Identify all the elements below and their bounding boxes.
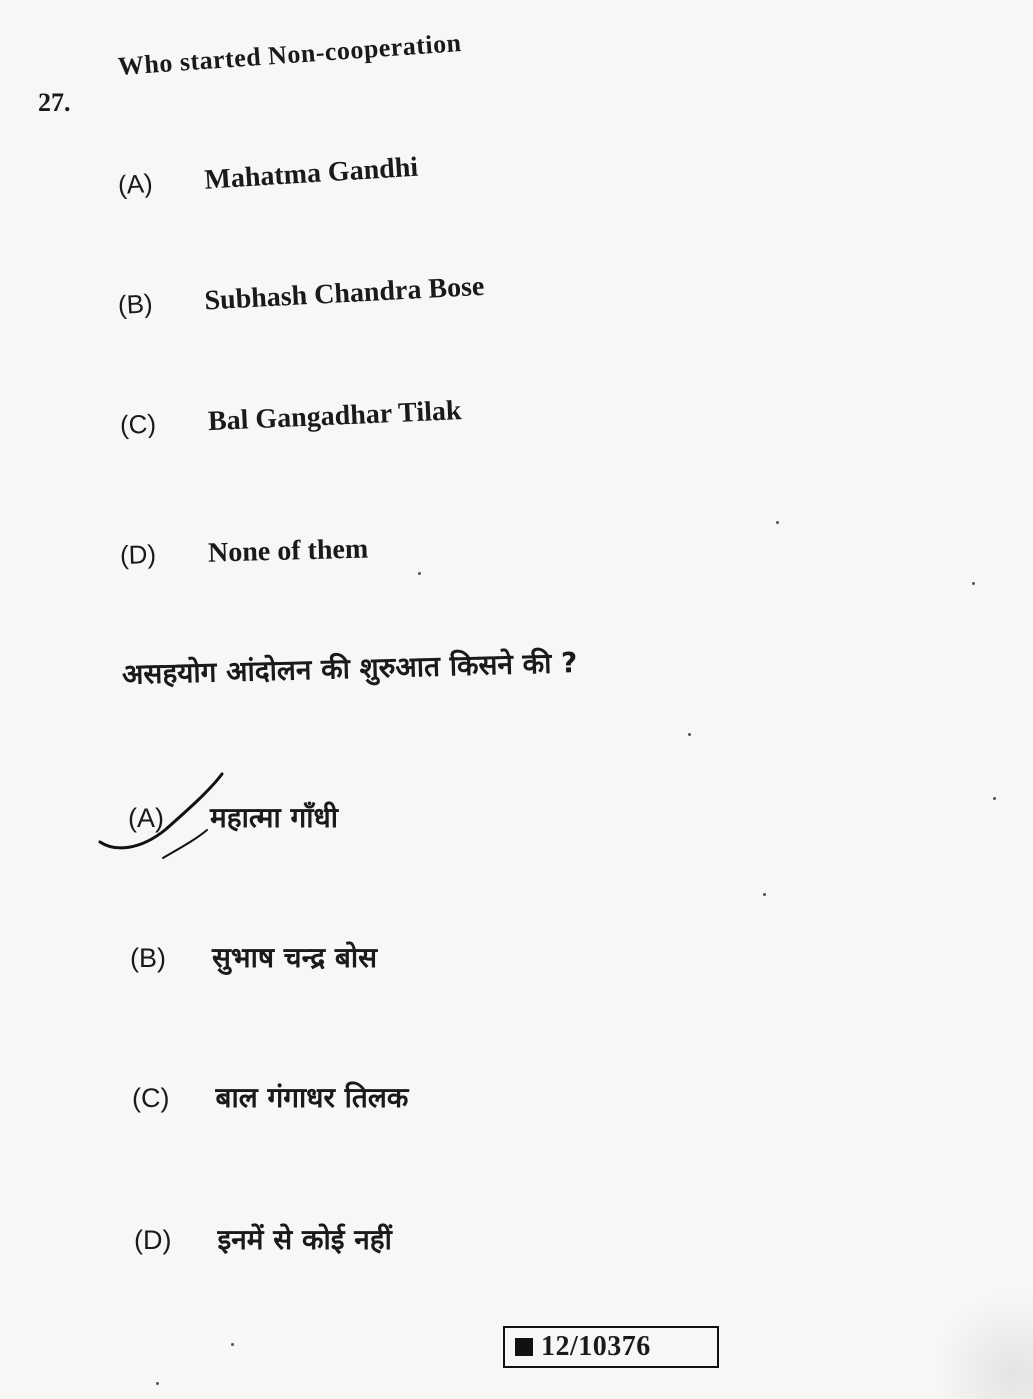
speck <box>688 733 691 736</box>
speck <box>418 572 421 575</box>
option-text: बाल गंगाधर तिलक <box>215 1081 409 1114</box>
option-label: (C) <box>119 408 157 440</box>
page-code: 12/10376 <box>541 1331 651 1362</box>
option-label: (A) <box>117 167 154 200</box>
option-text: None of them <box>207 533 369 569</box>
speck <box>156 1382 159 1385</box>
question-text-hindi: असहयोग आंदोलन की शुरुआत किसने की ? <box>121 646 578 691</box>
question-text-english: Who started Non-cooperation <box>116 28 463 81</box>
option-label: (D) <box>134 1225 172 1255</box>
option-text: महात्मा गाँधी <box>210 801 338 834</box>
option-text: सुभाष चन्द्र बोस <box>212 941 378 974</box>
option-text: Subhash Chandra Bose <box>203 270 486 317</box>
option-label: (A) <box>128 803 164 833</box>
question-number: 27. <box>38 88 71 117</box>
option-c-english <box>119 395 462 442</box>
answer-tick-mark <box>95 770 235 870</box>
speck <box>776 521 779 524</box>
option-label: (D) <box>119 539 157 570</box>
option-d-english <box>120 534 369 572</box>
option-label: (B) <box>117 288 154 320</box>
speck <box>231 1343 234 1346</box>
option-text: इनमें से कोई नहीं <box>217 1223 392 1256</box>
option-text: Mahatma Gandhi <box>203 151 419 196</box>
option-a-english <box>117 152 419 202</box>
option-c-hindi <box>132 1078 408 1116</box>
scan-noise <box>943 1279 1033 1399</box>
page-code-box <box>503 1326 719 1368</box>
speck <box>972 582 975 585</box>
speck <box>763 893 766 896</box>
option-label: (C) <box>132 1083 170 1113</box>
option-text: Bal Gangadhar Tilak <box>207 395 463 438</box>
speck <box>993 797 996 800</box>
option-b-hindi <box>130 938 377 976</box>
option-d-hindi <box>134 1220 392 1258</box>
option-label: (B) <box>130 943 166 973</box>
option-b-english <box>117 271 485 322</box>
square-icon <box>515 1338 533 1356</box>
